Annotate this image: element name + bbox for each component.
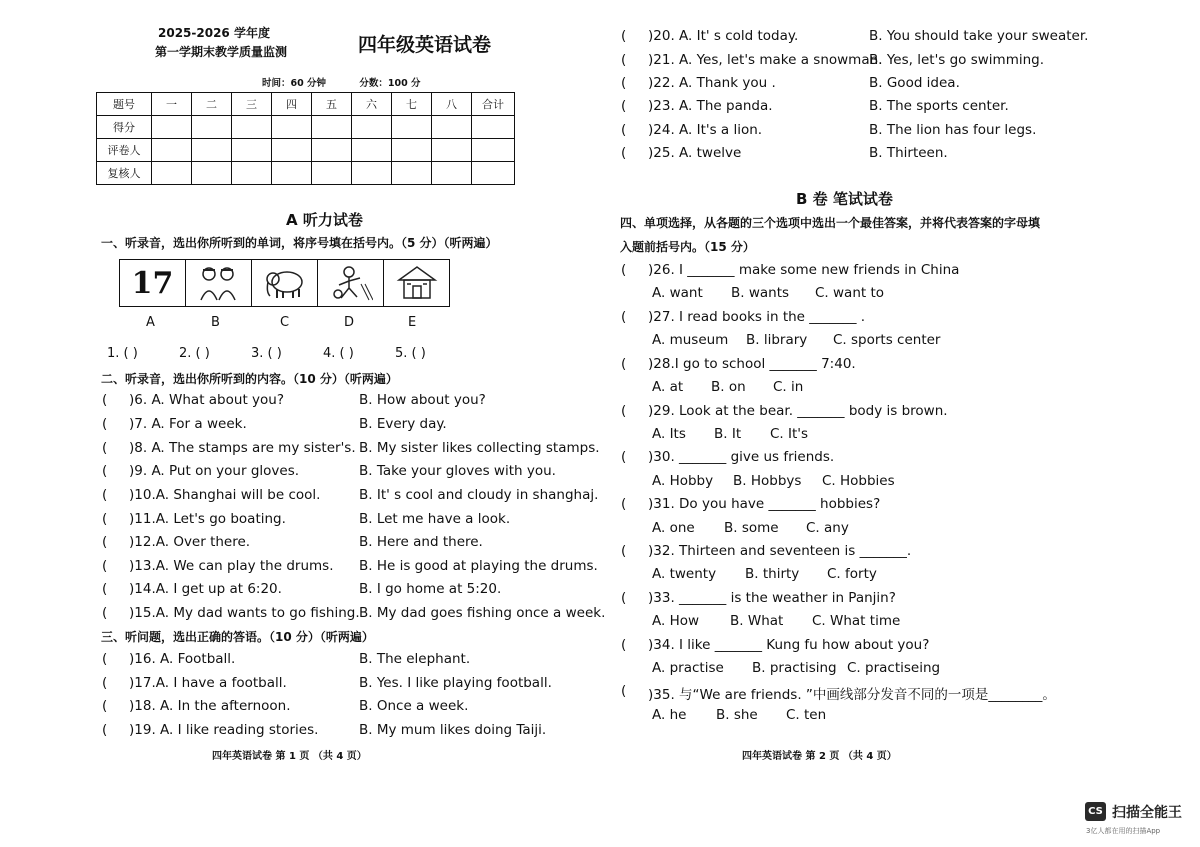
option-a: A. Hobby [652,473,714,489]
score-cell [392,139,432,162]
option-a: A. twenty [652,566,717,582]
question-text: )29. Look at the bear. _______ body is brown. [648,403,948,419]
answer-blank[interactable]: 1. ( ) [107,346,138,361]
answer-paren[interactable]: ( [621,449,627,465]
question-option-b: B. The elephant. [359,651,471,667]
question-option-a: )16. A. Football. [129,651,236,667]
answer-paren[interactable]: ( [102,463,108,479]
picture-letter: B [211,315,220,330]
answer-blank[interactable]: 3. ( ) [251,346,282,361]
option-c: C. any [806,520,849,536]
option-c: C. What time [812,613,901,629]
exam-title: 四年级英语试卷 [358,34,492,56]
answer-blank[interactable]: 2. ( ) [179,346,210,361]
question-text: )35. 与“We are friends. ”中画线部分发音不同的一项是________。 [648,687,1056,703]
col-header: 七 [392,93,432,116]
option-a: A. one [652,520,695,536]
answer-paren[interactable]: ( [102,651,108,667]
answer-paren[interactable]: ( [621,356,627,372]
question-option-b: B. Good idea. [869,75,960,91]
score-cell [152,116,192,139]
question-option-a: )14.A. I get up at 6:20. [129,581,282,597]
col-header: 二 [192,93,232,116]
answer-paren[interactable]: ( [621,683,627,699]
score-cell [472,162,515,185]
option-b: B. thirty [745,566,800,582]
answer-paren[interactable]: ( [102,722,108,738]
score-row [97,116,515,139]
option-c: C. sports center [833,332,941,348]
question-option-b: B. Once a week. [359,698,469,714]
kid-playing-icon [318,260,384,306]
people-picture-icon [186,260,252,306]
question-option-a: )17.A. I have a football. [129,675,287,691]
question-text: )26. I _______ make some new friends in China [648,262,960,278]
option-a: A. Its [652,426,686,442]
page1-footer: 四年英语试卷 第 1 页 （共 4 页） [212,751,367,762]
score-cell [472,116,515,139]
question-option-a: )15.A. My dad wants to go fishing. [129,605,360,621]
question-option-a: )25. A. twelve [648,145,742,161]
question-option-a: )9. A. Put on your gloves. [129,463,300,479]
option-c: C. practiseing [847,660,941,676]
section2-instruction: 二、听录音，选出你所听到的内容。（10 分）（听两遍） [101,372,398,386]
question-option-a: )7. A. For a week. [129,416,247,432]
option-c: C. in [773,379,804,395]
elephant-icon [252,260,318,306]
answer-paren[interactable]: ( [102,392,108,408]
question-option-b: B. Yes, let's go swimming. [869,52,1045,68]
question-option-a: )19. A. I like reading stories. [129,722,319,738]
option-b: B. she [716,707,758,723]
answer-paren[interactable]: ( [102,534,108,550]
option-c: C. ten [786,707,827,723]
answer-paren[interactable]: ( [621,637,627,653]
question-option-b: B. My dad goes fishing once a week. [359,605,606,621]
option-c: C. It's [770,426,809,442]
score-cell [312,116,352,139]
question-text: )33. _______ is the weather in Panjin? [648,590,896,606]
option-a: A. museum [652,332,729,348]
score-cell [472,139,515,162]
col-header: 六 [352,93,392,116]
option-b: B. on [711,379,746,395]
score-cell [352,162,392,185]
score-cell [232,116,272,139]
question-option-a: )22. A. Thank you . [648,75,776,91]
score-cell [272,116,312,139]
option-c: C. forty [827,566,877,582]
answer-paren[interactable]: ( [102,440,108,456]
answer-paren[interactable]: ( [621,496,627,512]
option-c: C. Hobbies [822,473,895,489]
answer-paren[interactable]: ( [621,590,627,606]
question-option-a: )6. A. What about you? [129,392,284,408]
question-option-b: B. How about you? [359,392,486,408]
score-cell [192,116,232,139]
option-a: A. practise [652,660,724,676]
question-option-b: B. My mum likes doing Taiji. [359,722,547,738]
answer-paren[interactable]: ( [621,309,627,325]
answer-paren[interactable]: ( [102,581,108,597]
option-b: B. wants [731,285,790,301]
score-table [96,92,515,185]
score-cell [312,139,352,162]
camscanner-tagline: 3亿人都在用的扫描App [1086,827,1161,835]
score-cell [392,116,432,139]
question-option-b: B. Thirteen. [869,145,948,161]
answer-paren[interactable]: ( [621,403,627,419]
score-cell [392,162,432,185]
question-text: )32. Thirteen and seventeen is _______. [648,543,912,559]
option-b: B. Hobbys [733,473,802,489]
picture-letter: E [408,315,417,330]
exam-meta [262,75,450,89]
score-cell [432,162,472,185]
question-text: )28.I go to school _______ 7:40. [648,356,856,372]
score-cell [152,162,192,185]
option-b: B. It [714,426,742,442]
house-icon [384,260,449,306]
picture-letter: A [146,315,155,330]
answer-paren[interactable]: ( [621,145,627,161]
answer-paren[interactable]: ( [102,605,108,621]
row-label: 评卷人 [97,139,152,162]
answer-paren[interactable]: ( [102,416,108,432]
option-b: B. What [730,613,784,629]
question-option-b: B. The sports center. [869,98,1009,114]
answer-blank[interactable]: 4. ( ) [323,346,354,361]
answer-paren[interactable]: ( [621,75,627,91]
picture-strip [119,259,450,307]
option-b: B. some [724,520,779,536]
part-b-title: B 卷 笔试试卷 [796,190,893,208]
question-option-a: )18. A. In the afternoon. [129,698,291,714]
score-row [97,162,515,185]
question-option-b: B. It' s cool and cloudy in shanghaj. [359,487,599,503]
col-header: 五 [312,93,352,116]
question-option-b: B. He is good at playing the drums. [359,558,598,574]
picture-letter: D [344,315,355,330]
score-table-header [97,93,515,116]
answer-paren[interactable]: ( [621,28,627,44]
score-row [97,139,515,162]
score-cell [432,116,472,139]
answer-paren[interactable]: ( [102,675,108,691]
score-cell [192,139,232,162]
question-option-a: )23. A. The panda. [648,98,773,114]
score-cell [152,139,192,162]
answer-paren[interactable]: ( [621,52,627,68]
number-17-card: 17 [120,260,186,306]
question-option-a: )13.A. We can play the drums. [129,558,334,574]
question-option-b: B. Here and there. [359,534,483,550]
answer-paren[interactable]: ( [621,543,627,559]
section4-instruction-line2: 入题前括号内。（15 分） [620,240,755,254]
camscanner-name: 扫描全能王 [1112,805,1182,821]
answer-paren[interactable]: ( [102,558,108,574]
answer-paren[interactable]: ( [102,698,108,714]
picture-letter: C [280,315,290,330]
page2-footer: 四年英语试卷 第 2 页 （共 4 页） [742,751,897,762]
question-option-a: )12.A. Over there. [129,534,251,550]
question-option-b: B. Every day. [359,416,447,432]
question-text: )34. I like _______ Kung fu how about you? [648,637,930,653]
option-a: A. How [652,613,700,629]
answer-paren[interactable]: ( [102,511,108,527]
answer-paren[interactable]: ( [102,487,108,503]
section3-instruction: 三、听问题，选出正确的答语。（10 分）（听两遍） [101,630,374,644]
question-option-b: B. The lion has four legs. [869,122,1037,138]
option-a: A. he [652,707,687,723]
option-b: B. library [746,332,808,348]
question-text: )31. Do you have _______ hobbies? [648,496,881,512]
question-option-b: B. I go home at 5:20. [359,581,502,597]
row-label: 得分 [97,116,152,139]
answer-paren[interactable]: ( [621,122,627,138]
answer-paren[interactable]: ( [621,262,627,278]
answer-paren[interactable]: ( [621,98,627,114]
score-cell [272,162,312,185]
answer-blank[interactable]: 5. ( ) [395,346,426,361]
option-c: C. want to [815,285,885,301]
question-option-a: )10.A. Shanghai will be cool. [129,487,321,503]
option-a: A. want [652,285,703,301]
question-text: )30. _______ give us friends. [648,449,835,465]
col-header: 八 [432,93,472,116]
question-option-b: B. Yes. I like playing football. [359,675,552,691]
header-year: 2025-2026 学年度 [158,26,270,40]
row-label: 复核人 [97,162,152,185]
exam-score: 分数：100 分 [359,78,421,89]
score-cell [272,139,312,162]
question-option-a: )21. A. Yes, let's make a snowman. [648,52,883,68]
question-option-b: B. My sister likes collecting stamps. [359,440,600,456]
col-header: 一 [152,93,192,116]
score-cell [232,139,272,162]
score-cell [232,162,272,185]
score-cell [352,116,392,139]
option-b: B. practising [752,660,837,676]
score-cell [312,162,352,185]
question-option-a: )24. A. It's a lion. [648,122,763,138]
part-a-title: A 听力试卷 [286,211,363,229]
question-option-a: )20. A. It' s cold today. [648,28,799,44]
question-option-a: )8. A. The stamps are my sister's. [129,440,356,456]
option-a: A. at [652,379,684,395]
col-header: 三 [232,93,272,116]
question-option-b: B. Take your gloves with you. [359,463,556,479]
section1-instruction: 一、听录音，选出你所听到的单词，将序号填在括号内。（5 分）（听两遍） [101,236,498,250]
score-cell [352,139,392,162]
col-header: 合计 [472,93,515,116]
question-option-b: B. Let me have a look. [359,511,511,527]
question-option-a: )11.A. Let's go boating. [129,511,286,527]
header-semester: 第一学期末教学质量监测 [155,45,288,59]
col-header: 题号 [97,93,152,116]
question-option-b: B. You should take your sweater. [869,28,1089,44]
score-cell [432,139,472,162]
camscanner-logo-icon: CS [1085,802,1106,821]
exam-time: 时间：60 分钟 [262,78,327,89]
question-text: )27. I read books in the _______ . [648,309,866,325]
score-cell [192,162,232,185]
col-header: 四 [272,93,312,116]
section4-instruction-line1: 四、单项选择，从各题的三个选项中选出一个最佳答案，并将代表答案的字母填 [620,216,1041,230]
